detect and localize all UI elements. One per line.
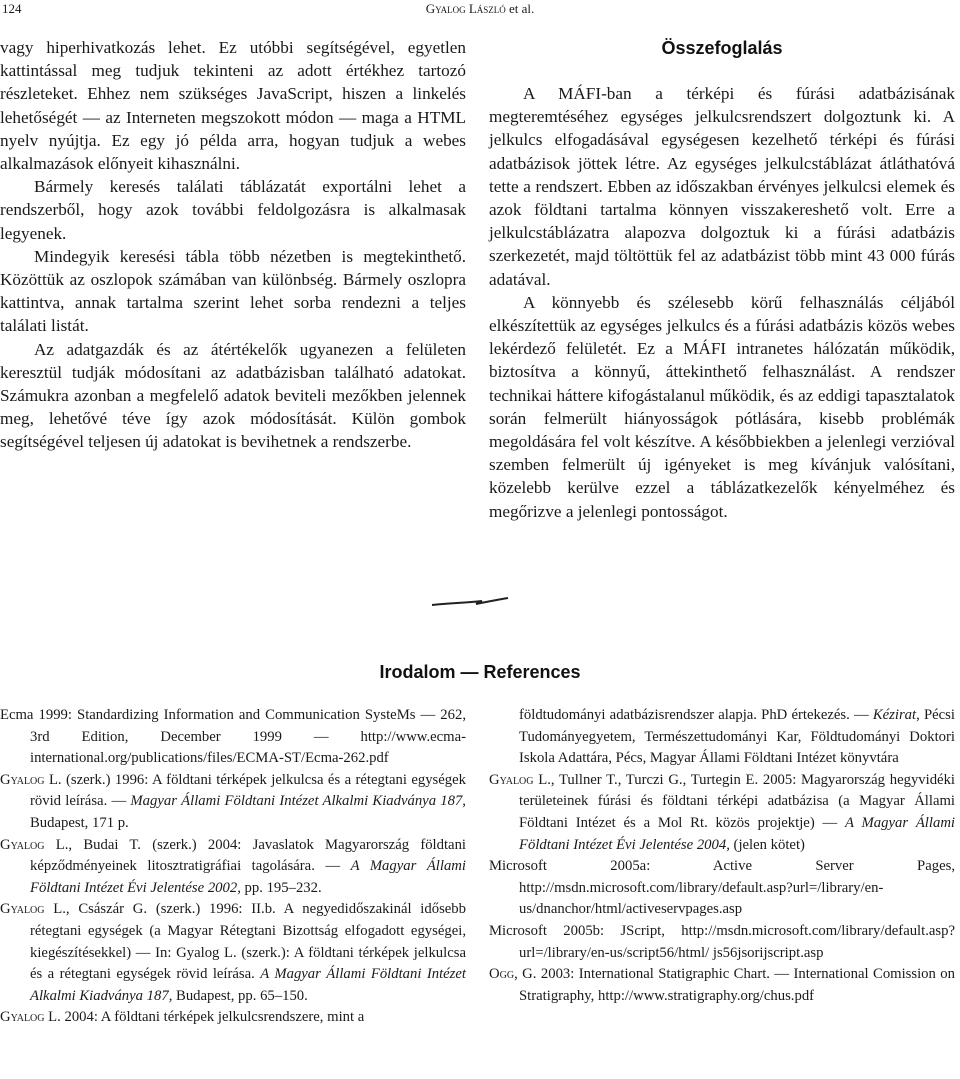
reference-item: Gyalog L., Budai T. (szerk.) 2004: Javaslatok Magyarország földtani képződményeinek litosztratigráfiai tagolására. — A Magyar Állami Földtani Intézet Évi Jelentése 2002, pp. 195–232.	[0, 836, 467, 896]
reference-item: Gyalog L. (szerk.) 1996: A földtani térképek jelkulcsa és a rétegtani egységek rövid leírása. — Magyar Állami Földtani Intézet Alkalmi Kiadványa 187, Budapest, 171 p.	[0, 771, 466, 831]
reference-item: Microsoft 2005a: Active Server Pages, http://msdn.microsoft.com/library/default.asp?url=/library/en-us/dnanchor/html/activeservpages.asp	[489, 858, 955, 918]
summary-section	[489, 36, 955, 523]
paragraph: A könnyebb és szélesebb körű felhasználás céljából elkészítettük az egységes jelkulcs és a fúrási adatbázis közös webes lekérdező felületét. Ez a MÁFI intranetes hálózatán működik, biztosítva a könnyű, áttekinthető felhasználást. A rendszer technikai háttere kifogástalanul működik, és az eddigi tapasztalatok során felmerült hiányosságok pótlására, kisebb problémák megoldására fel volt készítve. A későbbiekben a jelenlegi verzióval szemben felmerült új igényeket is meg kívánjuk valósítani, közelebb kerülve ezzel a táblázatkezelők kényelméhez és megőrizve a jelenlegi pontosságot.	[489, 292, 955, 521]
paragraph: A MÁFI-ban a térképi és fúrási adatbázisának megteremtéséhez egységes jelkulcsrendszert dolgoztunk ki. A jelkulcs elfogadásával egységesen kezelhető térképi és fúrási adatbázisok jöttek létre. Az egységes jelkulcstáblázat átláthatóvá tette a rendszert. Ebben az időszakban érvényes jelkulcsi elemek és azok földtani tartalma könnyen visszakereshető volt. Erre a jelkulcstáblázatra alapozva dolgoztuk ki a fúrási adatbázis szerkezetét, majd töltöttük fel az adatbázist több mint 43 000 fúrás adatával.	[489, 84, 955, 289]
page-header	[0, 0, 960, 20]
reference-item: Gyalog L., Tullner T., Turczi G., Turtegin E. 2005: Magyarország hegyvidéki területeinek fúrási és földtani térképi adatbázisa (a Magyar Állami Földtani Intézet és a Mol Rt. közös projektje) — A Magyar Állami Földtani Intézet Évi Jelentése 2004, (jelen kötet)	[489, 771, 956, 853]
section-divider-ornament	[430, 594, 510, 608]
paragraph: Mindegyik keresési tábla több nézetben is megtekinthető. Közöttük az oszlopok számában van különbség. Bármely oszlopra kattintva, annak tartalma szerint lehet sorba rendezni a teljes találati listát.	[0, 246, 466, 336]
reference-continuation: földtudományi adatbázisrendszer alapja. PhD értekezés. — Kézirat, Pécsi Tudományegyetem, Természettudományi Kar, Földtudományi Doktori Iskola Adattára, Pécs, Magyar Állami Földtani Intézet könyvtára	[519, 707, 955, 767]
paragraph: Bármely keresés találati táblázatát exportálni lehet a rendszerből, hogy azok további feldolgozásra is alkalmasak legyenek.	[0, 177, 466, 243]
references-left-column	[0, 705, 466, 1029]
left-column-text	[0, 36, 466, 454]
running-head: Gyalog László et al.	[425, 1, 535, 16]
paragraph: Az adatgazdák és az átértékelők ugyanezen a felületen keresztül tudják módosítani az adatbázisban található adatokat. Számukra azonban a megfelelő adatok beviteli mezőkben jelennek meg, lehetővé téve így azok módosítását. Külön gombok segítségével teljesen új adatokat is bevihetnek a rendszerbe.	[0, 339, 466, 452]
reference-item: Microsoft 2005b: JScript, http://msdn.microsoft.com/library/default.asp?url=/library/en-us/script56/html/ js56jsorijscript.asp	[489, 922, 955, 961]
section-title: Összefoglalás	[661, 38, 783, 58]
reference-item: Gyalog L., Császár G. (szerk.) 1996: II.b. A negyedidőszakinál idősebb rétegtani egységek (a Magyar Rétegtani Bizottság elfogadott egységei, kiegészítésekkel) — In: Gyalog L. (szerk.): A földtani térképek jelkulcsa és a rétegtani egységek rövid leírása. A Magyar Állami Földtani Intézet Alkalmi Kiadványa 187, Budapest, pp. 65–150.	[0, 901, 466, 1004]
reference-item: Ogg, G. 2003: International Statigraphic Chart. — International Comission on Stratigraphy, http://www.stratigraphy.org/chus.pdf	[489, 966, 955, 1004]
references-right-column	[489, 705, 955, 1007]
page-number: 124	[2, 1, 22, 16]
references-title: Irodalom — References	[379, 662, 581, 682]
reference-item: Gyalog L. 2004: A földtani térképek jelkulcsrendszere, mint a	[0, 1009, 365, 1026]
reference-item: Ecma 1999: Standardizing Information and Communication SysteMs — 262, 3rd Edition, December 1999 — http://www.ecma-international.org/publications/files/ECMA-ST/Ecma-262.pdf	[0, 707, 466, 767]
paragraph: vagy hiperhivatkozás lehet. Ez utóbbi segítségével, egyetlen kattintással meg tudjuk tekinteni az adott értékhez tartozó részleteket. Ehhez nem szükséges JavaScript, hiszen a linkelés lehetőségét — az Interneten megszokott módon — maga a HTML nyelv nyújtja. Ez egy jó példa arra, hogyan tudjuk a webes alkalmazások előnyeit kihasználni.	[0, 38, 466, 174]
